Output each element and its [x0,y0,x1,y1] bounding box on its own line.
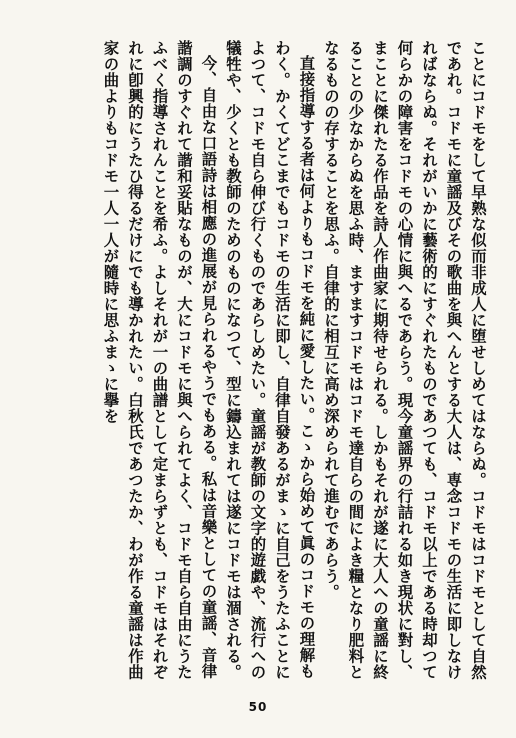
paragraph-2: 直接指導する者は何よりもコドモを純に愛したい。こゝから始めて眞のコドモの理解もわく。かくてどこまでもコドモの生活に即し、自律自發あるがまゝに自己をうたふことによつて、コドモ自ら伸び行くものであらしめたい。童謡が教師の文字的遊戯や、流行への犠牲や、少くとも教師のためのものになつて、型に鑄込まれては遂にコドモは涸される。 [224,40,316,680]
paragraph-3: 今、自由な口語詩は相應の進展が見られるやうでもある。私は音樂としての童謡、音律諧調のすぐれて諧和妥貼なものが、大にコドモに與へられてよく、コドモ自ら自由にうたふべく指導されんことを希ふ。よしそれが一の曲譜として定まらずとも、コドモはそれぞれに卽興的にうたひ得るだけにでも導かれたい。白秋氏であつたか、わが作る童謡は作曲家の曲よりもコドモ一人一人が隨時に思ふまゝに擧を [101,40,218,680]
paragraph-1: ことにコドモをして早熟な似而非成人に堕せしめてはならぬ。コドモはコドモとして自然であれ。コドモに童謡及びその歌曲を與へんとする大人は、専念コドモの生活に即しなければならぬ。それがいかに藝術的にすぐれたものであつても、コドモ以上である時却つて何らかの障害をコドモの心情に與へるであらう。現今童謡界の行詰れる如き現状に對し、まことに傑れたる作品を詩人作曲家に期待せられる。しかもそれが遂に大人への童謡に終ることの少なからぬを思ふ時、ますますコドモはコドモ達自らの間によき糧となり肥料となるものの存することを思ふ。自律的に相互に高め深められて進むであらう。 [322,40,487,680]
page-number: 50 [248,700,268,714]
vertical-text-body [24,40,490,695]
